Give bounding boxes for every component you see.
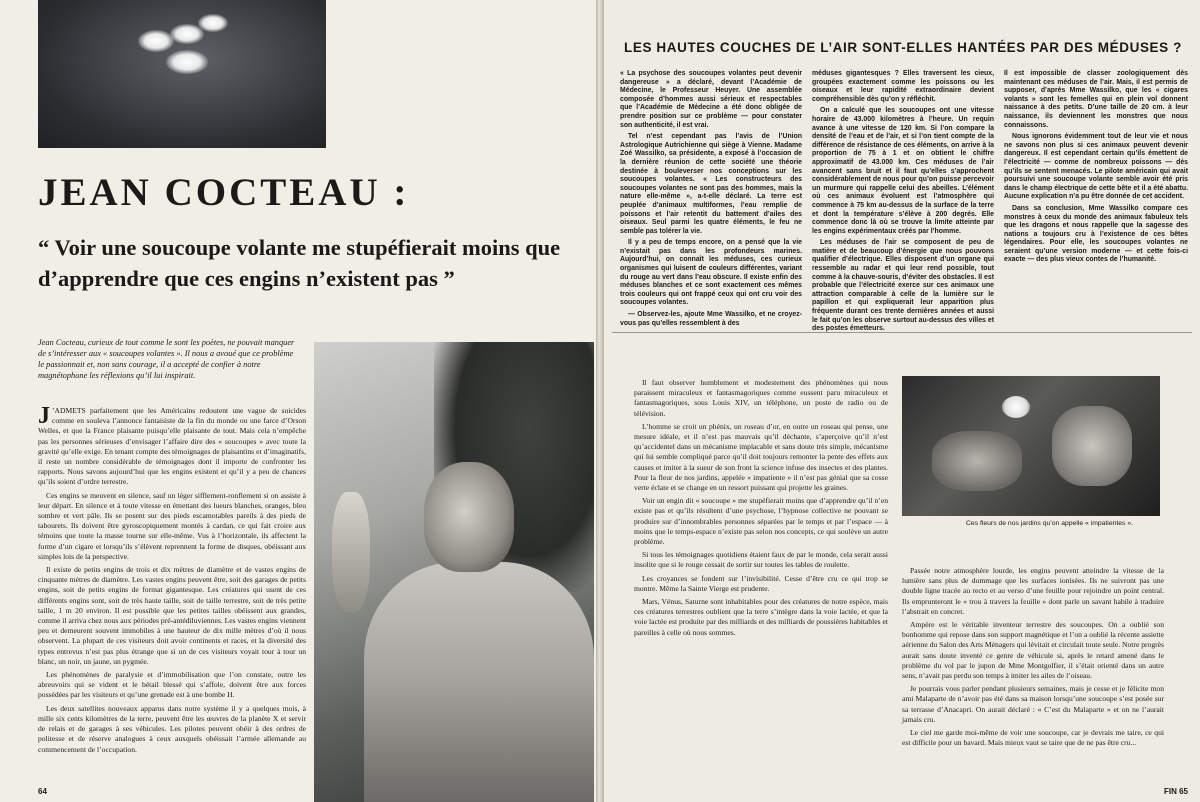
paragraph: Mars, Vénus, Saturne sont inhabitables pour des créatures de notre espèce, mais ces créatures terrestres oublient que la terre s’intègre dans la voie lactée, et que la voie lactée est produite par des milliards et des milliards de poussières habitables et pareilles à celle où nous sommes.: [634, 597, 888, 637]
paragraph: Il faut observer humblement et modestement des phénomènes qui nous paraissent miraculeux et fantasmagoriques comme eussent paru miraculeux et fantasmagoriques, sous Louis XIV, un téléphone, un poste de radio ou de télévision.: [634, 378, 888, 418]
sidebar-column-1: [620, 70, 802, 331]
photo-caption: Ces fleurs de nos jardins qu’on appelle « impatientes ».: [966, 520, 1134, 527]
right-text-column-2: [902, 566, 1164, 751]
left-text-column: [38, 403, 306, 758]
photo-hand-left: [932, 431, 1022, 491]
right-text-column-1: [634, 378, 888, 641]
paragraph: Ces engins se meuvent en silence, sauf un léger sifflement-ronflement si on assiste à leur départ. En silence et à toute vitesse en émettant des lueurs blanches, oranges, bleu sombre et vert pâle. Ils se posent sur des pieds escamotables pareils à des pieds de tabourets. Ils doivent être gyroscopiquement montés à cardan, ce qui fait croire aux témoins que toute la masse tourne sur elle-même. Vus à l’horizontale, ils affectent la forme d’un cigare et lorsqu’ils s’élèvent reprennent la forme de disques, obéissant aux simples lois de la perspective.: [38, 490, 306, 561]
paragraph: Ampère est le véritable inventeur terrestre des soucoupes. On a oublié son bonhomme qui repose dans son support magnétique et l’on a oublié la récente assiette aérienne du Salon des Arts Ménagers qui lévitait et circulait toute seule. Notre progrès aurait sans doute inventé ce genre de véhicule si, après le retard amené dans le problème du vol par le jupon de Mme Montgolfier, il s’était orienté dans un autre sens, n’avait pas perdu son temps à imiter les ailes de l’oiseau.: [902, 620, 1164, 681]
paragraph: Il est impossible de classer zoologiquement dès maintenant ces méduses de l’air. Mais, il est permis de supposer, d’après Mme Wassilko, que les « cigares volants » sont les femelles qui en plein vol donnent naissance à des petits. D’une taille de 20 cm. à leur naissance, ils deviennent les monstres que nous connaissons.: [1004, 70, 1188, 129]
paragraph: méduses gigantesques ? Elles traversent les cieux, groupées exactement comme les poissons ou les oiseaux et leur rapidité extraordinaire devient compréhensible dès qu’on y réfléchit.: [812, 70, 994, 103]
paragraph: Voir un engin dit « soucoupe » me stupéfierait moins que d’apprendre qu’il n’en existe pas et qu’ils résultent d’une psychose, l’hypnose collective ne pouvant se produire sur d’innombrables personnes séparées par le temps et par l’espace — à moins que le temps-espace n’existe pas selon nos concepts, ce qui soulève un autre problème.: [634, 496, 888, 547]
paragraph: Nous ignorons évidemment tout de leur vie et nous ne savons non plus si ces animaux peuvent devenir dangereux. Il est cependant certain qu’ils émettent de l’électricité — comme de nombreux poissons — dès qu’ils se sentent menacés. Le pilote américain qui avait poursuivi une soucoupe volante semble avoir été pris dans le champ électrique de cette bête et il a été abattu. Aucune explication n’a pu être donnée de cet accident.: [1004, 133, 1188, 201]
paragraph: Les phénomènes de paralysie et d’immobilisation que l’on constate, outre les abreuvoirs qui se vident et le bétail blessé qui s’affole, doivent être aux forces possédées par les visiteurs et qu’une grenade est à une bombe H.: [38, 670, 306, 700]
photo-figure-body: [364, 562, 594, 802]
flying-saucer-light: [198, 14, 228, 32]
page-number: 64: [38, 787, 47, 796]
paragraph: On a calculé que les soucoupes ont une vitesse horaire de 43.000 kilomètres à l’heure. Un requin avance à une vitesse de 120 km. Si l’on compare la densité de l’eau et de l’air, et si l’on tient compte de la différence de résistance de ces éléments, on arrive à la proportion de 75 à 1 et on obtient le chiffre approximatif de 43.000 km. Ces méduses de l’air avancent sans bruit et il faut qu’elles s’approchent considérablement de nous pour qu’on puisse percevoir un murmure qui rappelle celui des abeilles. L’élément où ces animaux évoluent est l’atmosphère qui commence à 75 km au-dessus de la surface de la terre et dont la température s’élève à 200 degrés. Elle commence donc là où se trouve la limite atteinte par les engins expérimentaux créés par l’homme.: [812, 107, 994, 235]
paragraph: Il existe de petits engins de trois et dix mètres de diamètre et de vastes engins de cinquante mètres de diamètre. Les vastes engins peuvent être, soit des garages de petits engins, soit de petits engins de format gigantesque. Les créatures qui usent de ces différents engins sont, soit de très haute taille, soit de taille terrestre, soit de très petite taille, 1 m 20 environ. Il est possible que les petites tailles obéissent aux grandes, comme il arriva chez nous aux périodes pré-antédiluviennes. Les vastes engins viennent peu et demeurent souvent immobiles à une hauteur de dix mille mètres d’où il nous observent. La plupart de ces visiteurs doit avoir continents et races, et la diversité des types entrevus n’est pas plus étrange que si un de ces visiteurs voyait tour à tour un blanc, un noir, un jaune, un pygmée.: [38, 565, 306, 666]
photo-flower: [1002, 396, 1030, 418]
paragraph: L’homme se croit un phénix, un roseau d’or, en outre un roseau qui pense, une mesure idéale, et il n’est pas mauvais qu’il déchante, s’aperçoive qu’il n’est qu’accidentel dans un mécanisme implacable et sans doute très simple, mécanisme qui lui semble compliqué parce qu’il doit toujours remonter la pente des effets aux causes et imiter à la sueur de son front la science infuse des insectes et des plantes. Pour la fleur de nos jardins, appelée « impatiente » il n’est pas génial que sa cosse verte éclate et se change en un ressort puissant qui projette les graines.: [634, 421, 888, 493]
paragraph: Il y a peu de temps encore, on a pensé que la vie n’existait pas dans les profondeurs marines. Aujourd’hui, on connaît les méduses, ces curieux organismes qui luisent de couleurs différentes, variant du rouge au vert dans l’eau obscure. Il existe enfin des méduses blanches et ce sont exactement ces mêmes trois couleurs qui ont frappé ceux qui ont cru voir des soucoupes volantes.: [620, 239, 802, 307]
flying-saucer-light: [138, 30, 174, 52]
paragraph: Si tous les témoignages quotidiens étaient faux de par le monde, cela serait aussi insolite que si le rouge cessait de sortir sur toutes les tables de roulette.: [634, 550, 888, 570]
paragraph: Je pourrais vous parler pendant plusieurs semaines, mais je cesse et je félicite mon ami Malaparte de n’avoir pas été dans sa maison lorsqu’une soucoupe s’est posée sur sa terrasse d’Anacapri. On aurait déclaré : « C’est du Malaparte » et on ne l’aurait jamais cru.: [902, 684, 1164, 724]
ufo-photograph: [38, 0, 326, 148]
photo-figure-head: [424, 462, 514, 572]
sidebar-headline: LES HAUTES COUCHES DE L’AIR SONT-ELLES HANTÉES PAR DES MÉDUSES ?: [624, 40, 1182, 55]
photo-raised-hand: [332, 492, 370, 612]
cocteau-portrait-photo: [314, 342, 594, 802]
page-number: FIN 65: [1163, 787, 1188, 796]
article-title: JEAN COCTEAU :: [38, 171, 410, 214]
drop-cap: J: [38, 403, 50, 429]
paragraph: Les méduses de l’air se composent de peu de matière et de beaucoup d’énergie que nous pouvons qualifier d’électrique. Elles disposent d’un organe qui ressemble au radar et qui leur rend possible, tout comme à la chauve-souris, d’éviter des obstacles. Il est probable que l’électricité exerce sur ces animaux une attraction comparable à celle de la lumière sur le papillon et qui expliquerait leur apparition plus fréquente durant ces trente dernières années et aussi le fait qu’on les observe surtout au-dessus des villes et des postes émetteurs.: [812, 239, 994, 333]
paragraph-text: ’ADMETS parfaitement que les Américains redoutent une vague de suicides comme en souleva l’annonce fantaisiste de la fin du monde ou une farce d’Orson Welles, et que la France plaisante puisqu’elle plaisante de tout. Mais cela n’empêche pas les personnes sérieuses d’envisager l’affaire dire des « soucoupes » avec toute la gravité qu’elle exige. En tenant compte des témoignages de plaisantins et d’imaginatifs, il reste un nombre considérable de témoignages dont il importe de confronter les rapports. Nous savons aujourd’hui que les engins existent et qu’il y a peu de chances qu’ils soient d’ordre terrestre.: [38, 406, 306, 487]
article-intro: Jean Cocteau, curieux de tout comme le sont les poètes, ne pouvait manquer de s’intéresser aux « soucoupes volantes ». Il nous a avoué que ce problème le passionnait et, non sans courage, il a accepté de confier à notre magnétophone les réflexions qu’il lui inspirait.: [38, 338, 295, 380]
paragraph: « La psychose des soucoupes volantes peut devenir dangereuse » a déclaré, devant l’Académie de Médecine, le Professeur Heuyer. Une assemblée composée d’hommes aussi sérieux et respectables que l’Académie de Médecine a été donc obligée de prendre position sur ce problème — pour constater son authenticité, il est vrai.: [620, 70, 802, 129]
paragraph: Les croyances se fondent sur l’invisibilité. Cesse d’être cru ce qui trop se montre. Même la Sainte Vierge est prudente.: [634, 573, 888, 593]
paragraph: Passée notre atmosphère lourde, les engins peuvent atteindre la vitesse de la lumière sans plus de dommage que les surfaces ionisées. Ils ne suivront pas une double ligne tracée au recto et au verso d’une feuille pour rejoindre un point central. Ils emprunteront le « trou à travers la feuille » dont parle un savant habile à traduire l’abstrait en concret.: [902, 566, 1164, 616]
sidebar-column-2: [812, 70, 994, 337]
flying-saucer-light: [166, 50, 208, 74]
paragraph: Les deux satellites nouveaux apparus dans notre système il y a quelques mois, à mille six cents kilomètres de la terre, peuvent être les œuvres de la planète X et servir de relais et de garages à ses véhicules. Les pilotes peuvent obéir à des ordres de politesse et de réserve analogues à ceux auxquels obéissait l’armée allemande au commencement de l’occupation.: [38, 703, 306, 754]
paragraph: Dans sa conclusion, Mme Wassilko compare ces monstres à ceux du monde des animaux fabuleux tels que les dragons et nous rappelle que la sagesse des nations a toujours cru à l’existence de ces bêtes légendaires. Pour elle, les soucoupes volantes ne seraient qu’une version moderne — et cette fois-ci exacte — des plus vieux contes de l’humanité.: [1004, 204, 1188, 264]
article-subtitle-quote: “ Voir une soucoupe volante me stupéfierait moins que d’apprendre que ces engins n’existent pas ”: [38, 235, 561, 291]
spread-gutter: [596, 0, 604, 802]
sidebar-box: [612, 62, 1196, 333]
paragraph: Tel n’est cependant pas l’avis de l’Union Astrologique Autrichienne qui siège à Vienne. Madame Zoé Wassilko, sa présidente, a exposé à l’occasion de la dernière réunion de cette société une théorie destinée à bouleverser nos conceptions sur les soucoupes volantes. « Les constructeurs des soucoupes volantes ne sont pas des hommes, mais la nature elle-même », a-t-elle déclaré. La terre est peuplée d’animaux multiformes, l’eau remplie de poissons et l’air retentit du battement d’ailes des oiseaux. Seul parmi les quatre éléments, le feu ne semble pas tolérer la vie.: [620, 133, 802, 235]
sidebar-column-3: [1004, 70, 1188, 268]
left-page: [0, 0, 596, 802]
paragraph: — Observez-les, ajoute Mme Wassilko, et ne croyez-vous pas qu’elles ressemblent à des: [620, 311, 802, 327]
paragraph: Le ciel me garde moi-même de voir une soucoupe, car je devrais me taire, ce qui est difficile pour un bavard. Mais mieux vaut se taire que de ne pas être cru...: [902, 728, 1164, 748]
right-page: [604, 0, 1200, 802]
section-divider: [612, 332, 1192, 333]
impatiens-flower-photo: [902, 376, 1160, 516]
photo-hand-right: [1052, 406, 1132, 486]
paragraph: [38, 403, 306, 488]
